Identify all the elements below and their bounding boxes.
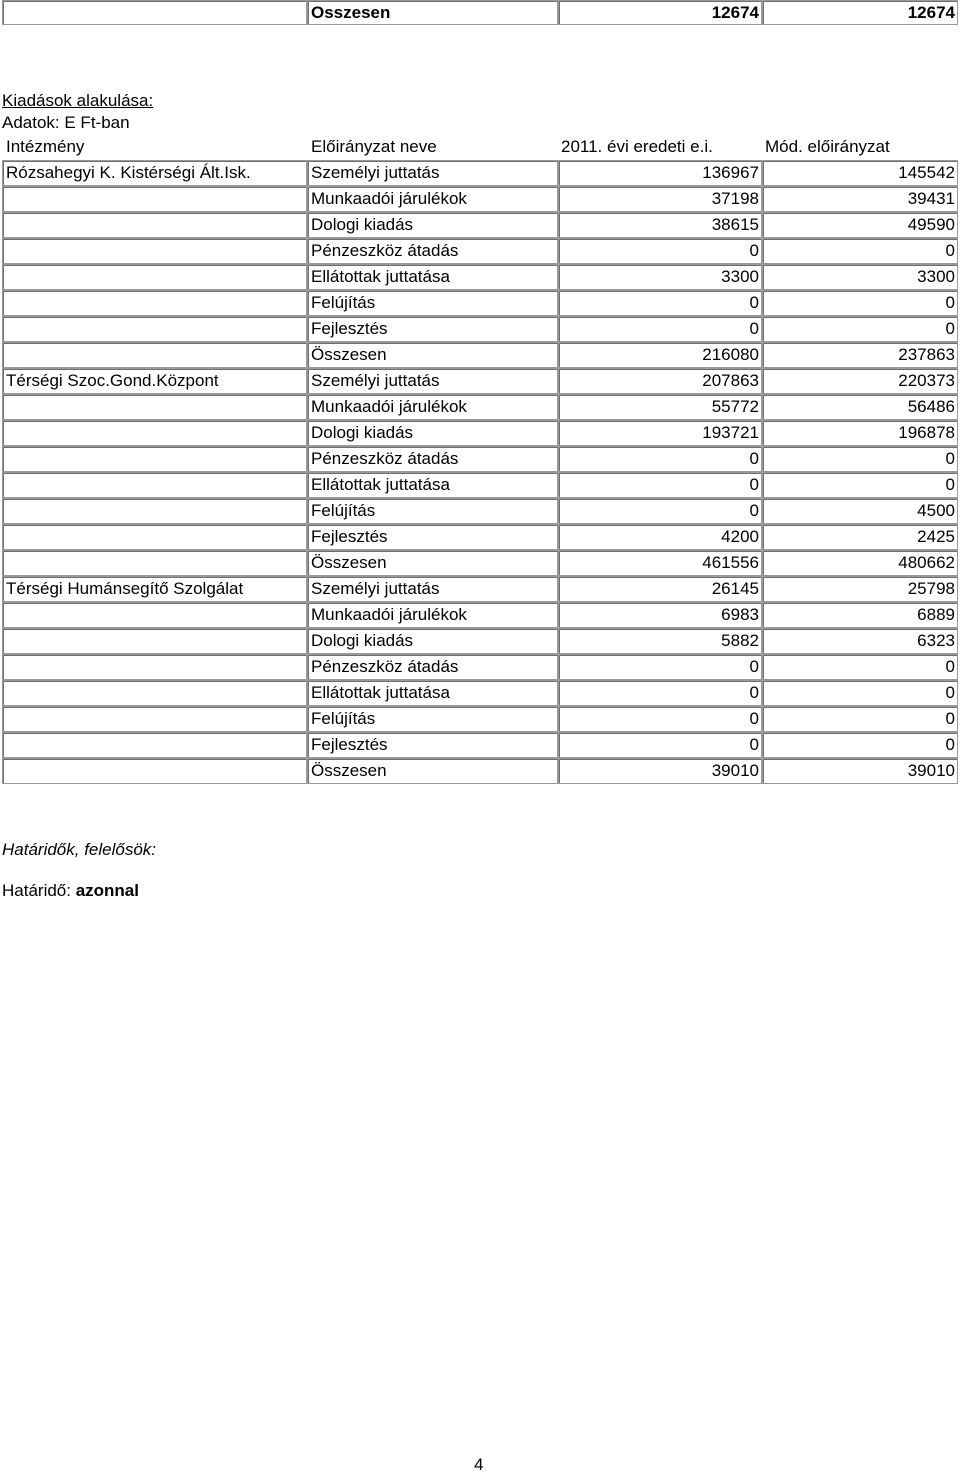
cell-institution <box>2 654 307 680</box>
table-row <box>2 186 958 212</box>
cell-appropriation: Ellátottak juttatása <box>307 680 558 706</box>
cell-modified: 0 <box>762 472 958 498</box>
cell-modified: 25798 <box>762 576 958 602</box>
cell-modified: 0 <box>762 446 958 472</box>
top-total-modified: 12674 <box>762 0 958 25</box>
cell-appropriation: Pénzeszköz átadás <box>307 238 558 264</box>
cell-original: 461556 <box>558 550 762 576</box>
table-row <box>2 758 958 784</box>
cell-original: 6983 <box>558 602 762 628</box>
cell-modified: 0 <box>762 706 958 732</box>
cell-appropriation: Munkaadói járulékok <box>307 394 558 420</box>
table-row <box>2 732 958 758</box>
table-row <box>2 706 958 732</box>
page-number: 4 <box>474 1455 484 1474</box>
cell-original: 37198 <box>558 186 762 212</box>
cell-original: 0 <box>558 472 762 498</box>
cell-original: 0 <box>558 290 762 316</box>
table-row <box>2 368 958 394</box>
table-row <box>2 602 958 628</box>
cell-institution: Rózsahegyi K. Kistérségi Ált.Isk. <box>2 160 307 186</box>
table-row <box>2 238 958 264</box>
cell-modified: 196878 <box>762 420 958 446</box>
header-appropriation: Előirányzat neve <box>311 137 437 156</box>
cell-appropriation: Dologi kiadás <box>307 212 558 238</box>
top-summary-table <box>2 0 958 25</box>
table-row <box>2 446 958 472</box>
top-total-label: Osszesen <box>307 0 558 25</box>
cell-modified: 49590 <box>762 212 958 238</box>
table-row <box>2 654 958 680</box>
cell-institution <box>2 394 307 420</box>
cell-modified: 0 <box>762 680 958 706</box>
unit-note: Adatok: E Ft-ban <box>2 113 130 132</box>
cell-appropriation: Felújítás <box>307 498 558 524</box>
section-title: Kiadások alakulása: <box>2 91 154 110</box>
cell-modified: 6323 <box>762 628 958 654</box>
cell-appropriation: Ellátottak juttatása <box>307 264 558 290</box>
top-summary-row <box>2 0 958 25</box>
cell-institution: Térségi Szoc.Gond.Központ <box>2 368 307 394</box>
cell-institution <box>2 758 307 784</box>
cell-modified: 0 <box>762 316 958 342</box>
table-header-row <box>2 134 958 160</box>
table-row <box>2 342 958 368</box>
cell-original: 193721 <box>558 420 762 446</box>
cell-appropriation: Felújítás <box>307 290 558 316</box>
top-empty-cell <box>2 0 307 25</box>
cell-modified: 0 <box>762 654 958 680</box>
table-row <box>2 628 958 654</box>
header-original: 2011. évi eredeti e.i. <box>561 137 713 156</box>
cell-modified: 220373 <box>762 368 958 394</box>
cell-institution <box>2 316 307 342</box>
cell-modified: 0 <box>762 290 958 316</box>
table-row <box>2 290 958 316</box>
cell-original: 0 <box>558 498 762 524</box>
cell-institution <box>2 602 307 628</box>
cell-original: 216080 <box>558 342 762 368</box>
cell-institution <box>2 290 307 316</box>
table-row <box>2 212 958 238</box>
cell-institution <box>2 628 307 654</box>
cell-modified: 56486 <box>762 394 958 420</box>
table-row <box>2 680 958 706</box>
cell-appropriation: Pénzeszköz átadás <box>307 654 558 680</box>
cell-original: 4200 <box>558 524 762 550</box>
table-row <box>2 420 958 446</box>
table-row <box>2 576 958 602</box>
cell-institution <box>2 732 307 758</box>
cell-modified: 2425 <box>762 524 958 550</box>
table-row <box>2 524 958 550</box>
cell-original: 136967 <box>558 160 762 186</box>
cell-institution <box>2 550 307 576</box>
cell-appropriation: Felújítás <box>307 706 558 732</box>
cell-institution <box>2 264 307 290</box>
cell-original: 207863 <box>558 368 762 394</box>
cell-original: 0 <box>558 316 762 342</box>
cell-original: 5882 <box>558 628 762 654</box>
cell-institution <box>2 238 307 264</box>
cell-original: 0 <box>558 446 762 472</box>
cell-appropriation: Személyi juttatás <box>307 160 558 186</box>
cell-original: 0 <box>558 680 762 706</box>
top-total-original: 12674 <box>558 0 762 25</box>
cell-original: 26145 <box>558 576 762 602</box>
cell-institution <box>2 472 307 498</box>
table-row <box>2 550 958 576</box>
table-row <box>2 472 958 498</box>
expenditure-table <box>2 134 958 784</box>
cell-appropriation: Összesen <box>307 342 558 368</box>
deadline-line <box>2 881 139 901</box>
responsibilities-title: Határidők, felelősök: <box>2 840 157 859</box>
cell-institution <box>2 498 307 524</box>
expenditure-table-body <box>2 134 958 784</box>
cell-institution: Térségi Humánsegítő Szolgálat <box>2 576 307 602</box>
cell-appropriation: Fejlesztés <box>307 732 558 758</box>
cell-appropriation: Fejlesztés <box>307 316 558 342</box>
cell-institution <box>2 706 307 732</box>
cell-appropriation: Munkaadói járulékok <box>307 602 558 628</box>
cell-modified: 0 <box>762 732 958 758</box>
table-row <box>2 160 958 186</box>
cell-original: 3300 <box>558 264 762 290</box>
cell-original: 55772 <box>558 394 762 420</box>
cell-original: 0 <box>558 654 762 680</box>
cell-institution <box>2 680 307 706</box>
cell-appropriation: Dologi kiadás <box>307 628 558 654</box>
cell-appropriation: Munkaadói járulékok <box>307 186 558 212</box>
cell-modified: 39431 <box>762 186 958 212</box>
header-institution: Intézmény <box>6 137 85 156</box>
cell-modified: 480662 <box>762 550 958 576</box>
cell-institution <box>2 524 307 550</box>
cell-original: 0 <box>558 706 762 732</box>
cell-appropriation: Összesen <box>307 550 558 576</box>
cell-original: 38615 <box>558 212 762 238</box>
cell-appropriation: Ellátottak juttatása <box>307 472 558 498</box>
cell-appropriation: Fejlesztés <box>307 524 558 550</box>
table-row <box>2 316 958 342</box>
table-row <box>2 498 958 524</box>
cell-appropriation: Pénzeszköz átadás <box>307 446 558 472</box>
cell-original: 0 <box>558 238 762 264</box>
table-row <box>2 264 958 290</box>
cell-modified: 39010 <box>762 758 958 784</box>
cell-original: 0 <box>558 732 762 758</box>
cell-appropriation: Összesen <box>307 758 558 784</box>
cell-modified: 3300 <box>762 264 958 290</box>
cell-institution <box>2 446 307 472</box>
deadline-value: azonnal <box>75 881 139 900</box>
cell-appropriation: Dologi kiadás <box>307 420 558 446</box>
section-header <box>2 90 153 134</box>
cell-institution <box>2 342 307 368</box>
deadline-label: Határidő: <box>2 881 76 900</box>
cell-modified: 6889 <box>762 602 958 628</box>
cell-modified: 145542 <box>762 160 958 186</box>
cell-modified: 237863 <box>762 342 958 368</box>
cell-institution <box>2 212 307 238</box>
cell-modified: 0 <box>762 238 958 264</box>
table-row <box>2 394 958 420</box>
cell-appropriation: Személyi juttatás <box>307 368 558 394</box>
cell-appropriation: Személyi juttatás <box>307 576 558 602</box>
header-modified: Mód. előirányzat <box>765 137 890 156</box>
cell-original: 39010 <box>558 758 762 784</box>
cell-institution <box>2 420 307 446</box>
cell-institution <box>2 186 307 212</box>
cell-modified: 4500 <box>762 498 958 524</box>
